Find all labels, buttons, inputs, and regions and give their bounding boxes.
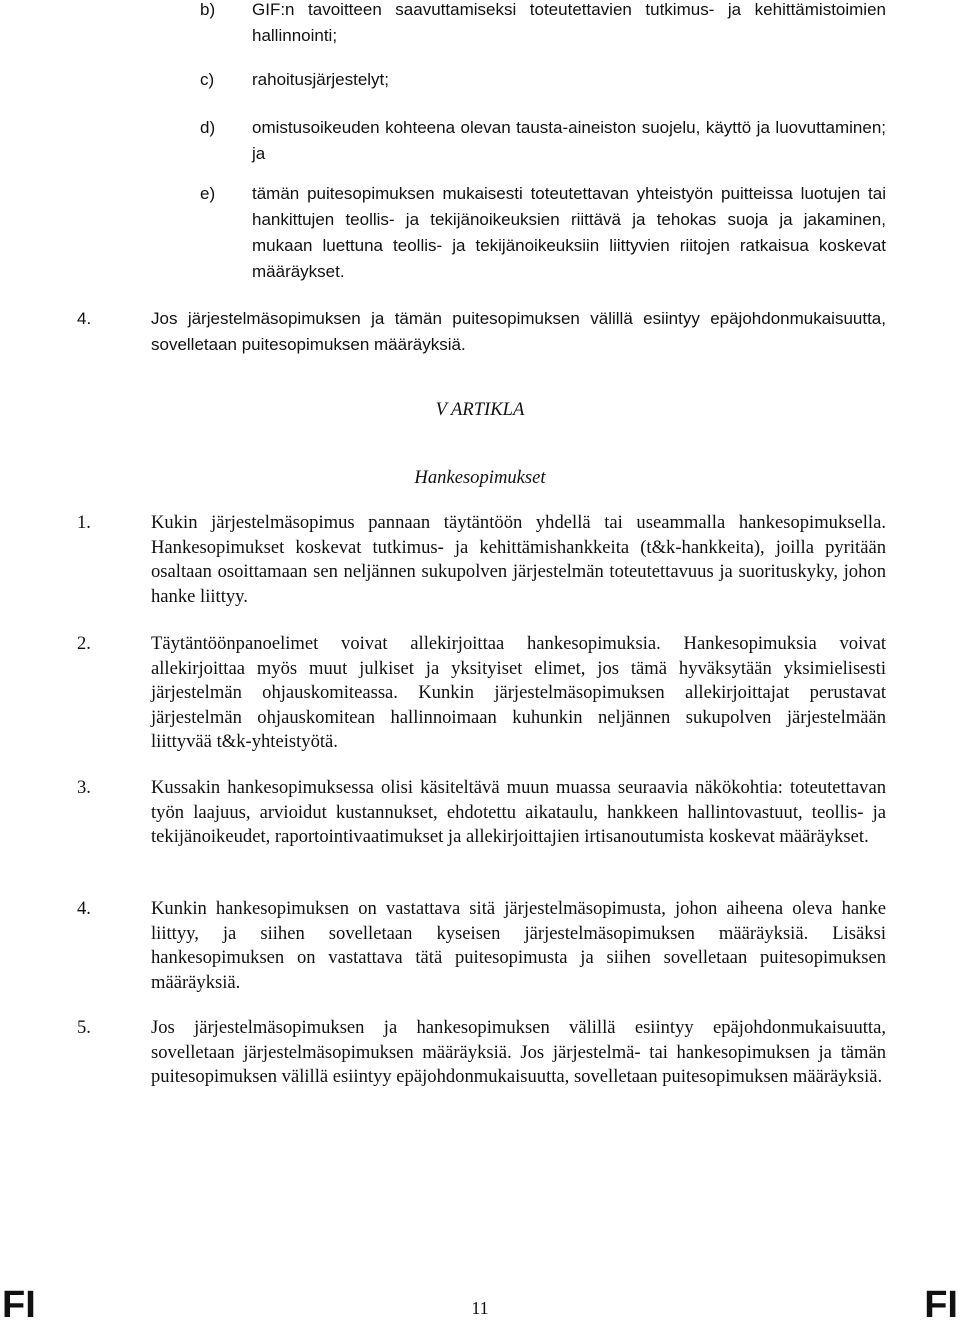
paragraph-text: Kukin järjestelmäsopimus pannaan täytäntöön yhdellä tai useammalla hankesopimuksella. Hankesopimukset koskevat tutkimus- ja kehittämishankkeita (t&k-hankkeita), joilla pyritään osaltaan osoittamaan sen neljännen sukupolven järjestelmän toteutettavuus ja suorituskyky, johon hanke liittyy. <box>151 512 886 607</box>
list-text: omistusoikeuden kohteena olevan tausta-aineiston suojelu, käyttö ja luovuttaminen; ja <box>252 118 886 163</box>
list-label: c) <box>200 70 215 89</box>
list-label: b) <box>200 0 216 19</box>
list-text: GIF:n tavoitteen saavuttamiseksi toteutettavien tutkimus- ja kehittämistoimien hallinnointi; <box>252 0 886 45</box>
footer-language-mark-left: FI <box>2 1284 36 1326</box>
paragraph-text: Kunkin hankesopimuksen on vastattava sitä järjestelmäsopimusta, johon aiheena oleva hanke liittyy, ja siihen sovelletaan kyseisen järjestelmäsopimuksen määräyksiä. Lisäksi hankesopimuksen on vastattava tätä puitesopimusta ja siihen sovelletaan puitesopimuksen määräyksiä. <box>151 898 886 993</box>
paragraph-number: 1. <box>77 512 91 533</box>
article-title: Hankesopimukset <box>414 467 546 488</box>
paragraph-text: Jos järjestelmäsopimuksen ja hankesopimuksen välillä esiintyy epäjohdonmukaisuutta, sovelletaan järjestelmäsopimuksen määräyksiä. Jos järjestelmä- tai hankesopimuksen ja tämän puitesopimuksen välillä esiintyy epäjohdonmukaisuutta, sovelletaan puitesopimuksen määräyksiä. <box>151 1017 886 1087</box>
paragraph-number: 2. <box>77 633 91 654</box>
list-label: e) <box>200 184 216 203</box>
paragraph-text: Täytäntöönpanoelimet voivat allekirjoittaa hankesopimuksia. Hankesopimuksia voivat allekirjoittaa myös muut julkiset ja yksityiset elimet, jos tämä hyväksytään yksimielisesti järjestelmän ohjauskomiteassa. Kunkin järjestelmäsopimuksen allekirjoittajat perustavat järjestelmän ohjauskomitean hallinnoimaan kuhunkin neljännen sukupolven järjestelmään liittyvää t&k-yhteistyötä. <box>151 633 886 752</box>
page-number: 11 <box>471 1298 489 1318</box>
paragraph-number: 5. <box>77 1017 91 1038</box>
paragraph-number: 4. <box>77 309 92 328</box>
list-label: d) <box>200 118 216 137</box>
paragraph-text: Jos järjestelmäsopimuksen ja tämän puitesopimuksen välillä esiintyy epäjohdonmukaisuutta, sovelletaan puitesopimuksen määräyksiä. <box>151 309 886 354</box>
list-text: rahoitusjärjestelyt; <box>252 70 390 89</box>
paragraph-number: 3. <box>77 777 91 798</box>
article-number: V ARTIKLA <box>435 399 525 420</box>
footer-language-mark-right: FI <box>924 1284 958 1326</box>
paragraph-text: Kussakin hankesopimuksessa olisi käsiteltävä muun muassa seuraavia näkökohtia: toteutettavan työn laajuus, arvioidut kustannukset, ehdotettu aikataulu, hankkeen hallintovastuut, teollis- ja tekijänoikeudet, raportointivaatimukset ja allekirjoittajien irtisanoutumista koskevat määräykset. <box>151 777 886 847</box>
list-text: tämän puitesopimuksen mukaisesti toteutettavan yhteistyön puitteissa luotujen tai hankittujen teollis- ja tekijänoikeuksien riittävä ja tehokas suoja ja jakaminen, mukaan luettuna teollis- ja tekijänoikeuksiin liittyvien riitojen ratkaisua koskevat määräykset. <box>252 184 886 281</box>
paragraph-number: 4. <box>77 898 91 919</box>
